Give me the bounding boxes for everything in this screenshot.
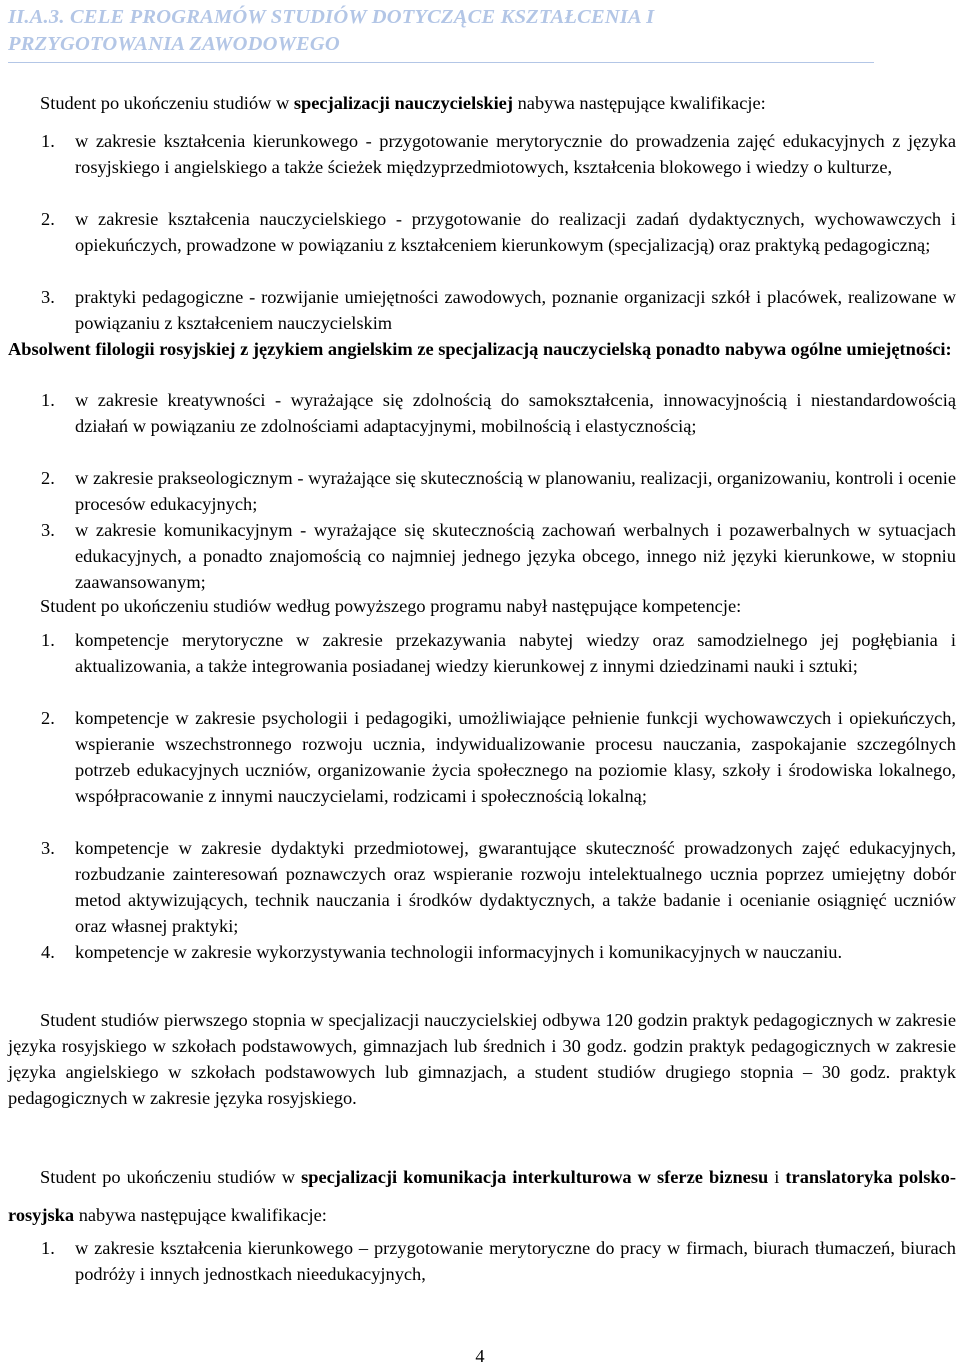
- heading-underline: [8, 62, 874, 63]
- business-specialization-intro: [8, 1158, 956, 1234]
- list-number: 1.: [41, 390, 55, 410]
- business-qualifications-list: [8, 1235, 956, 1287]
- list-item: [8, 284, 956, 336]
- list-number: 2.: [41, 468, 55, 488]
- list-item-text: w zakresie kształcenia nauczycielskiego - przygotowanie do realizacji zadań dydaktycznych, wychowawczych i opiekuńczych, prowadzone w powiązaniu z kształceniem kierunkowym (specjalizacją) oraz praktyką pedagogiczną;: [75, 209, 956, 255]
- list-item-text: kompetencje merytoryczne w zakresie przekazywania nabytej wiedzy oraz samodzielnego jej pogłębiania i aktualizowania, a także integrowania posiadanej wiedzy kierunkowej z innymi dziedzinami nauki i sztuki;: [75, 630, 956, 676]
- list-item: [8, 705, 956, 835]
- list-item-text: praktyki pedagogiczne - rozwijanie umiejętności zawodowych, poznanie organizacji szkół i placówek, realizowane w powiązaniu z kształceniem nauczycielskim: [75, 287, 956, 333]
- list-item-text: w zakresie kształcenia kierunkowego – przygotowanie merytoryczne do pracy w firmach, biurach tłumaczeń, biurach podróży i innych jednostkach nieedukacyjnych,: [75, 1238, 956, 1284]
- list-item-text: w zakresie komunikacyjnym - wyrażające się skutecznością zachowań werbalnych i pozawerbalnych w sytuacjach edukacyjnych, a ponadto znajomością co najmniej jednego języka obcego, innego niż języki kierunkowe, w stopniu zaawansowanym;: [75, 520, 956, 592]
- list-item-text: kompetencje w zakresie dydaktyki przedmiotowej, gwarantujące skuteczność prowadzonych zajęć edukacyjnych, rozbudzanie zainteresowań poznawczych oraz wspieranie rozwoju intelektualnego ucznia poprzez umiejętny dobór metod aktywizujących, technik nauczania i środków dydaktycznych, a także badanie i ocenianie osiągnięć uczniów oraz własnej praktyki;: [75, 838, 956, 936]
- list-number: 1.: [41, 1238, 55, 1258]
- list-number: 3.: [41, 838, 55, 858]
- qualifications-intro: [40, 90, 766, 116]
- list-number: 1.: [41, 131, 55, 151]
- competences-intro: Student po ukończeniu studiów według powyższego programu nabył następujące kompetencje:: [40, 596, 742, 616]
- list-item: [8, 387, 956, 465]
- competences-list: [8, 627, 956, 991]
- business-intro-tail: nabywa następujące kwalifikacje:: [74, 1205, 327, 1225]
- qualifications-intro-tail: nabywa następujące kwalifikacje:: [512, 93, 766, 113]
- specialization-name: specjalizacji nauczycielskiej: [293, 93, 513, 113]
- list-item: [8, 465, 956, 517]
- section-heading-line-1: II.A.3. CELE PROGRAMÓW STUDIÓW DOTYCZĄCE KSZTAŁCENIA I: [8, 6, 655, 28]
- qualifications-intro-text: Student po ukończeniu studiów w: [40, 93, 294, 113]
- qualifications-list: [8, 128, 956, 336]
- list-item-text: kompetencje w zakresie psychologii i pedagogiki, umożliwiające pełnienie funkcji wychowawczych i opiekuńczych, wspieranie wszechstronnego rozwoju ucznia, indywidualizowanie procesu nauczania, zaspokajanie szczególnych potrzeb edukacyjnych uczniów, organizowanie życia społecznego na poziomie klasy, szkoły i środowiska lokalnego, współpracowanie z innymi nauczycielami, rodzicami i społecznością lokalną;: [75, 708, 956, 806]
- skills-intro: Absolwent filologii rosyjskiej z językiem angielskim ze specjalizacją nauczycielską ponadto nabywa ogólne umiejętności:: [8, 339, 952, 359]
- practice-paragraph: Student studiów pierwszego stopnia w specjalizacji nauczycielskiej odbywa 120 godzin praktyk pedagogicznych w zakresie języka rosyjskiego w szkołach podstawowych, gimnazjach lub średnich i 30 godz. godzin praktyk pedagogicznych w zakresie języka angielskiego w szkołach podstawowych lub gimnazjach, a student studiów drugiego stopnia – 30 godz. praktyk pedagogicznych w zakresie języka rosyjskiego.: [8, 1010, 956, 1108]
- skills-list: [8, 387, 956, 595]
- list-item: [8, 939, 956, 991]
- list-number: 3.: [41, 520, 55, 540]
- page-number: 4: [475, 1346, 485, 1366]
- list-item-text: kompetencje w zakresie wykorzystywania technologii informacyjnych i komunikacyjnych w nauczaniu.: [75, 942, 843, 962]
- list-item: [8, 206, 956, 284]
- business-specialization-name: specjalizacji komunikacja interkulturowa w sferze biznesu: [301, 1167, 769, 1187]
- section-heading-line-2: PRZYGOTOWANIA ZAWODOWEGO: [8, 33, 340, 55]
- section-heading: [8, 4, 888, 58]
- translation-specialization-name: translatoryka polsko-rosyjska: [8, 1167, 956, 1225]
- list-number: 2.: [41, 708, 55, 728]
- list-item: [8, 128, 956, 206]
- list-item: [8, 627, 956, 705]
- list-item: [8, 1235, 956, 1287]
- list-item-text: w zakresie prakseologicznym - wyrażające się skutecznością w planowaniu, realizacji, organizowaniu, kontroli i ocenie procesów edukacyjnych;: [75, 468, 956, 514]
- list-number: 1.: [41, 630, 55, 650]
- list-number: 4.: [41, 942, 55, 962]
- list-item: [8, 835, 956, 939]
- list-item-text: w zakresie kształcenia kierunkowego - przygotowanie merytorycznie do prowadzenia zajęć edukacyjnych z języka rosyjskiego i angielskiego a także ścieżek międzyprzedmiotowych, kształcenia blokowego i wiedzy o kulturze,: [75, 131, 956, 177]
- business-intro-text: Student po ukończeniu studiów w: [40, 1167, 302, 1187]
- business-intro-conjunction: i: [768, 1167, 780, 1187]
- list-item-text: w zakresie kreatywności - wyrażające się zdolnością do samokształcenia, innowacyjnością i niestandardowością działań w powiązaniu ze zdolnościami adaptacyjnymi, mobilnością i elastycznością;: [75, 390, 956, 436]
- list-number: 2.: [41, 209, 55, 229]
- list-item: [8, 517, 956, 595]
- list-number: 3.: [41, 287, 55, 307]
